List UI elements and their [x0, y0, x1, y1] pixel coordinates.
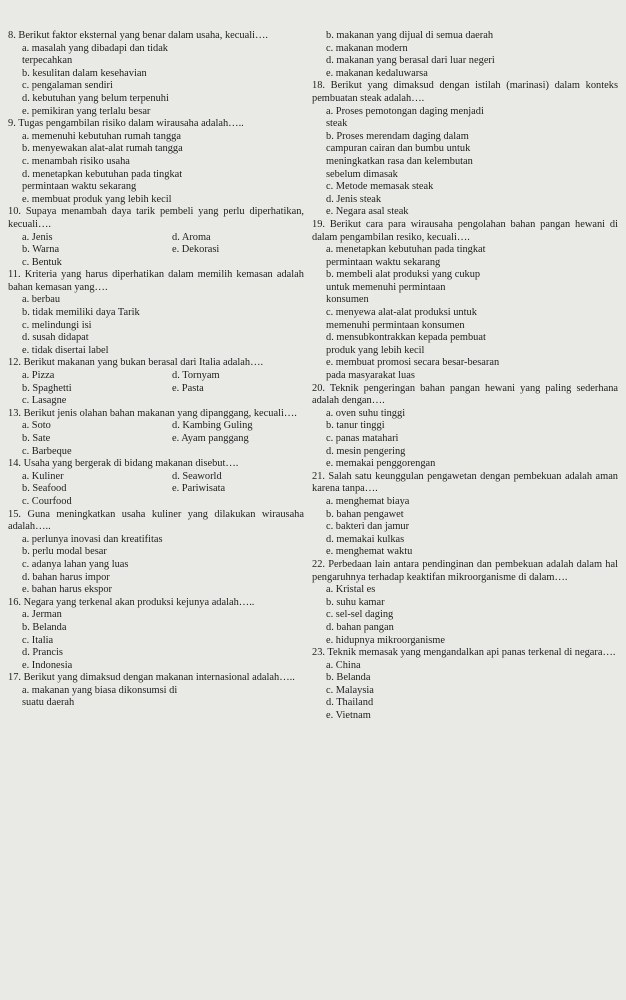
answer-option: c. Italia [22, 634, 54, 646]
answer-option: b. menyewakan alat-alat rumah tangga [22, 143, 183, 155]
question-q9 [8, 118, 304, 206]
answer-option: permintaan waktu sekarang [326, 256, 441, 268]
answer-option: a. Soto [22, 420, 51, 432]
answer-option: d. susah didapat [22, 332, 89, 344]
answer-option: e. bahan harus ekspor [22, 584, 113, 596]
answer-option: a. Kristal es [326, 584, 376, 596]
question-stem: 8. Berikut faktor eksternal yang benar dalam usaha, kecuali…. [8, 30, 268, 41]
answer-option: a. Kuliner [22, 470, 64, 482]
answer-option: b. membeli alat produksi yang cukup [326, 269, 481, 281]
answer-option: c. Barbeque [22, 445, 72, 457]
answer-option: a. Pizza [22, 370, 55, 382]
answer-option: b. Proses merendam daging dalam [326, 130, 469, 142]
answer-option: a. perlunya inovasi dan kreatifitas [22, 533, 163, 545]
answer-option: d. mesin pengering [326, 445, 406, 457]
answer-option: e. Ayam panggang [172, 433, 249, 444]
answer-option: b. kesulitan dalam kesehavian [22, 67, 147, 79]
answer-option: c. makanan modern [326, 42, 408, 54]
answer-option: c. panas matahari [326, 433, 399, 444]
answer-option: c. menyewa alat-alat produksi untuk [326, 307, 477, 319]
question-q15 [8, 509, 304, 597]
answer-option: b. perlu modal besar [22, 546, 107, 558]
answer-option: d. Prancis [22, 647, 63, 659]
left-column [8, 30, 304, 710]
question-q10 [8, 206, 304, 269]
answer-option: suatu daerah [22, 697, 75, 709]
answer-option: a. oven suhu tinggi [326, 407, 406, 419]
question-q17cont [312, 30, 618, 80]
question-stem: 13. Berikut jenis olahan bahan makanan yang dipanggang, kecuali…. [8, 407, 297, 419]
answer-option: e. hidupnya mikroorganisme [326, 634, 445, 646]
question-q17 [8, 672, 304, 710]
answer-row [8, 244, 304, 257]
question-stem: 15. Guna meningkatkan usaha kuliner yang dilakukan wirausaha adalah….. [8, 508, 304, 533]
answer-option: produk yang lebih kecil [326, 344, 425, 356]
answer-option: d. Aroma [172, 231, 211, 243]
question-q21 [312, 471, 618, 559]
answer-option: meningkatkan rasa dan kelembutan [326, 155, 473, 167]
answer-row [8, 471, 304, 484]
question-q22 [312, 559, 618, 647]
answer-option: terpecahkan [22, 55, 73, 67]
answer-option: konsumen [326, 294, 369, 306]
answer-option: d. Jenis steak [326, 193, 382, 205]
answer-option: d. bahan harus impor [22, 571, 110, 583]
answer-option: e. Indonesia [22, 659, 73, 671]
answer-row [8, 232, 304, 245]
answer-option: b. Belanda [326, 672, 371, 684]
answer-option: d. Seaworld [172, 470, 222, 482]
answer-option: d. kebutuhan yang belum terpenuhi [22, 92, 169, 104]
answer-option: e. membuat produk yang lebih kecil [22, 193, 172, 205]
answer-row [8, 395, 304, 408]
answer-option: e. makanan kedaluwarsa [326, 67, 428, 79]
question-stem: 9. Tugas pengambilan risiko dalam wirausaha adalah….. [8, 118, 244, 130]
answer-option: a. makanan yang biasa dikonsumsi di [22, 684, 178, 696]
answer-option: c. sel-sel daging [326, 609, 394, 621]
question-stem: 21. Salah satu keunggulan pengawetan dengan pembekuan adalah aman karena tanpa…. [312, 470, 618, 495]
answer-option: a. masalah yang dibadapi dan tidak [22, 42, 168, 54]
question-q14 [8, 458, 304, 508]
question-stem: 10. Supaya menambah daya tarik pembeli yang perlu diperhatikan, kecuali…. [8, 206, 304, 230]
answer-option: a. Jenis [22, 231, 53, 243]
answer-option: b. Sate [22, 433, 51, 444]
answer-option: a. memenuhi kebutuhan rumah tangga [22, 130, 181, 142]
answer-option: b. Seafood [22, 483, 67, 495]
answer-option: b. makanan yang dijual di semua daerah [326, 30, 494, 41]
question-stem: 11. Kriteria yang harus diperhatikan dalam memilih kemasan adalah bahan kemasan yang…. [8, 269, 304, 293]
answer-option: b. tanur tinggi [326, 420, 385, 432]
question-q12 [8, 357, 304, 407]
answer-option: d. Tornyam [172, 370, 220, 382]
question-q19 [312, 219, 618, 383]
answer-option: d. Kambing Guling [172, 420, 253, 432]
answer-option: c. bakteri dan jamur [326, 521, 410, 533]
answer-option: d. mensubkontrakkan kepada pembuat [326, 332, 486, 344]
answer-option: e. Dekorasi [172, 244, 220, 256]
answer-option: b. Belanda [22, 621, 67, 633]
question-q16 [8, 597, 304, 673]
question-stem: 16. Negara yang terkenal akan produksi kejunya adalah….. [8, 596, 255, 608]
answer-option: b. bahan pengawet [326, 508, 404, 520]
answer-option: c. Malaysia [326, 684, 374, 696]
answer-option: c. melindungi isi [22, 319, 92, 331]
answer-option: sebelum dimasak [326, 168, 398, 180]
right-column [312, 30, 618, 723]
answer-option: c. pengalaman sendiri [22, 80, 113, 92]
answer-option: e. pemikiran yang terlalu besar [22, 105, 151, 117]
answer-row [8, 420, 304, 433]
question-q18 [312, 80, 618, 219]
answer-option: e. memakai penggorengan [326, 458, 436, 470]
answer-row [8, 257, 304, 270]
answer-row [8, 483, 304, 496]
answer-option: c. adanya lahan yang luas [22, 558, 129, 570]
question-stem: 23. Teknik memasak yang mengandalkan api panas terkenal di negara…. [312, 647, 616, 659]
answer-option: c. Lasagne [22, 395, 67, 407]
answer-option: e. Pasta [172, 382, 204, 394]
question-q8 [8, 30, 304, 118]
question-q23 [312, 647, 618, 723]
answer-option: a. berbau [22, 294, 61, 306]
question-stem: 17. Berikut yang dimaksud dengan makanan internasional adalah….. [8, 672, 295, 684]
question-stem: 22. Perbedaan lain antara pendinginan dan pembekuan adalah dalam hal pengaruhnya terhadap keaktifan mikroorganisme di dalam…. [312, 558, 618, 583]
answer-option: b. suhu kamar [326, 596, 385, 608]
answer-option: campuran cairan dan bumbu untuk [326, 143, 471, 155]
answer-option: steak [326, 118, 348, 130]
answer-option: d. memakai kulkas [326, 533, 405, 545]
answer-option: d. Thailand [326, 697, 374, 709]
question-stem: 12. Berikut makanan yang bukan berasal dari Italia adalah…. [8, 357, 264, 369]
answer-option: permintaan waktu sekarang [22, 181, 137, 193]
answer-option: d. makanan yang berasal dari luar negeri [326, 55, 495, 67]
answer-option: a. China [326, 659, 361, 671]
question-stem: 14. Usaha yang bergerak di bidang makanan disebut…. [8, 458, 239, 470]
answer-option: d. bahan pangan [326, 621, 394, 633]
question-stem: 18. Berikut yang dimaksud dengan istilah (marinasi) dalam konteks pembuatan steak adalah…. [312, 80, 618, 104]
answer-row [8, 433, 304, 446]
answer-option: e. Negara asal steak [326, 206, 409, 218]
answer-option: a. menghemat biaya [326, 495, 410, 507]
answer-option: c. Metode memasak steak [326, 181, 434, 193]
answer-option: a. Proses pemotongan daging menjadi [326, 105, 484, 117]
answer-option: e. membuat promosi secara besar-besaran [326, 357, 500, 369]
answer-option: e. Vietnam [326, 710, 371, 722]
answer-option: e. menghemat waktu [326, 546, 413, 558]
answer-row [8, 496, 304, 509]
answer-option: c. Bentuk [22, 256, 62, 268]
answer-option: untuk memenuhi permintaan [326, 281, 446, 293]
answer-option: memenuhi permintaan konsumen [326, 319, 465, 331]
question-stem: 19. Berikut cara para wirausaha pengolahan bahan pangan hewani di dalam pengambilan resiko, kecuali…. [312, 218, 618, 243]
answer-option: e. tidak disertai label [22, 344, 109, 356]
answer-option: c. Courfood [22, 495, 72, 507]
answer-option: b. Warna [22, 244, 60, 256]
answer-option: pada masyarakat luas [326, 370, 415, 382]
answer-option: d. menetapkan kebutuhan pada tingkat [22, 168, 183, 180]
answer-option: e. Pariwisata [172, 483, 226, 495]
question-q20 [312, 383, 618, 471]
answer-row [8, 446, 304, 459]
question-q13 [8, 408, 304, 458]
answer-option: a. menetapkan kebutuhan pada tingkat [326, 244, 486, 256]
question-stem: 20. Teknik pengeringan bahan pangan hewani yang paling sederhana adalah dengan…. [312, 382, 618, 407]
question-q11 [8, 269, 304, 357]
answer-option: a. Jerman [22, 609, 62, 621]
answer-row [8, 383, 304, 396]
answer-option: c. menambah risiko usaha [22, 155, 130, 167]
answer-row [8, 370, 304, 383]
answer-option: b. Spaghetti [22, 382, 72, 394]
answer-option: b. tidak memiliki daya Tarik [22, 307, 140, 319]
